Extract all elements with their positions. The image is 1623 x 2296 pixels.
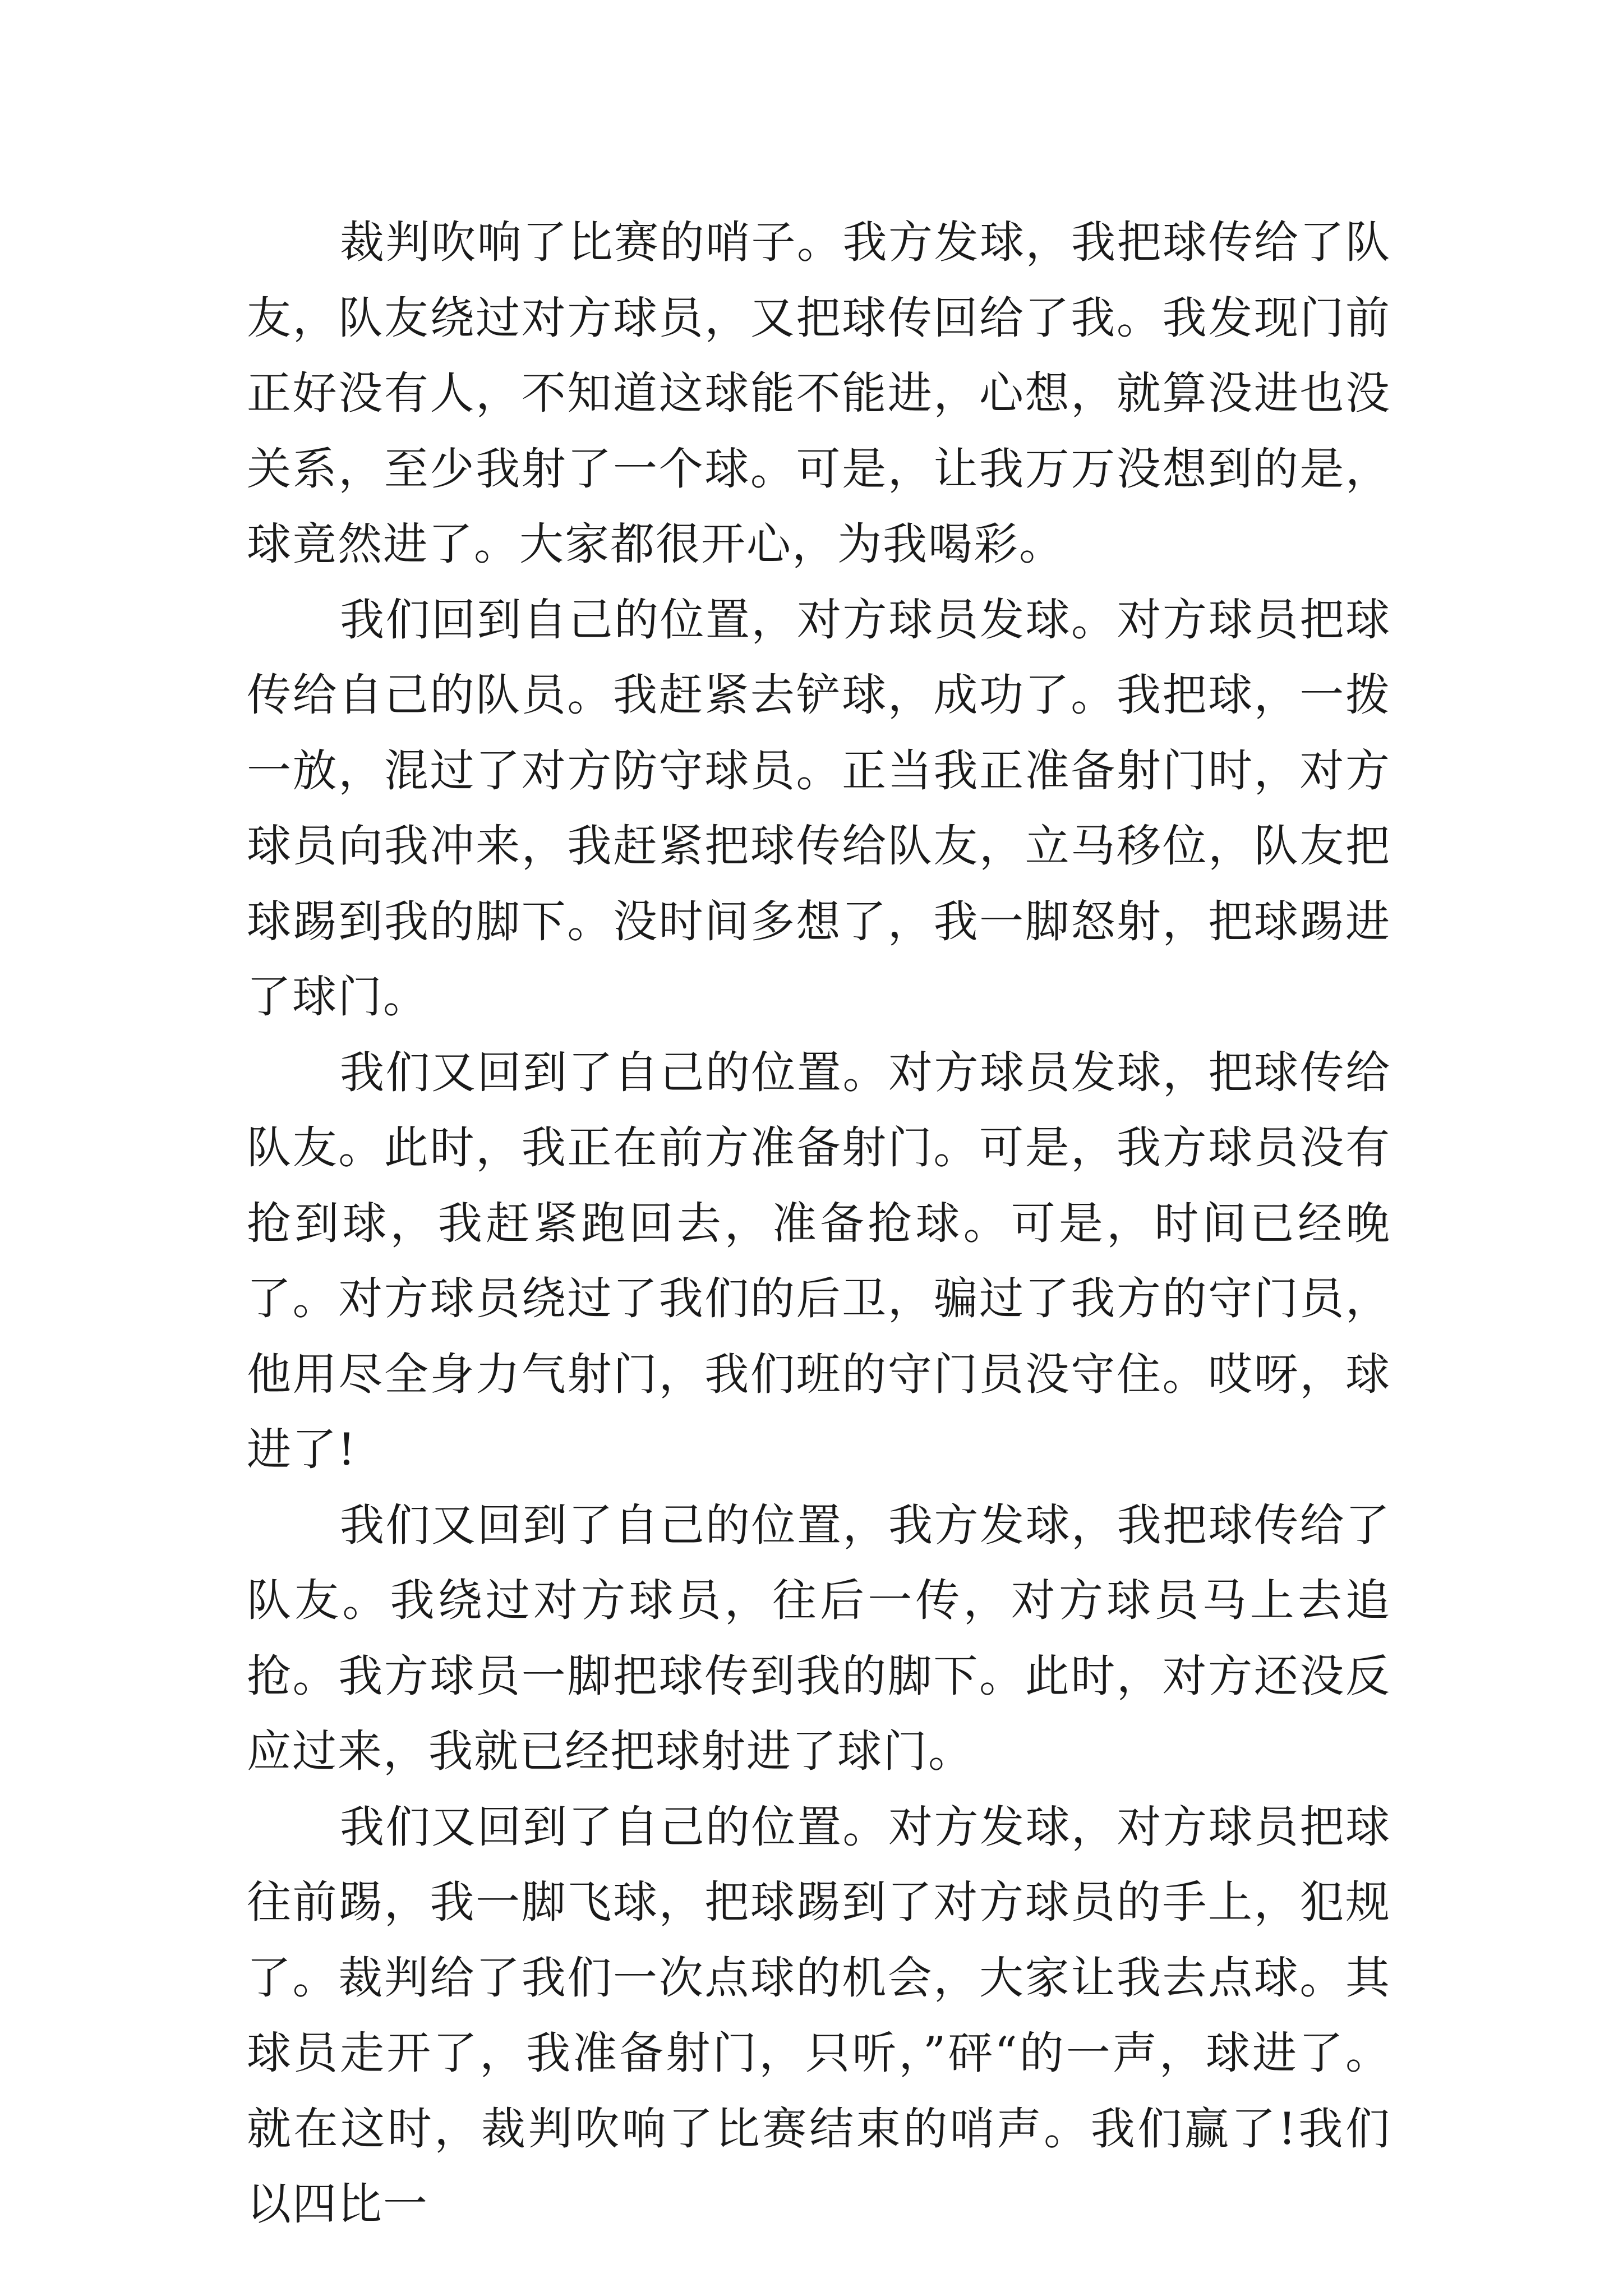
paragraph-5: 我们又回到了自己的位置。对方发球，对方球员把球往前踢，我一脚飞球，把球踢到了对方球员的手上，犯规了。裁判给了我们一次点球的机会，大家让我去点球。其球员走开了，我准备射门，只听，”砰“的一声，球进了。就在这时，裁判吹响了比赛结束的哨声。我们赢了!我们以四比一	[247, 1801, 1391, 2230]
paragraph-2: 我们回到自己的位置，对方球员发球。对方球员把球传给自己的队员。我赶紧去铲球，成功了。我把球，一拨一放，混过了对方防守球员。正当我正准备射门时，对方球员向我冲来，我赶紧把球传给队友，立马移位，队友把球踢到我的脚下。没时间多想了，我一脚怒射，把球踢进了球门。	[247, 593, 1391, 1023]
document-body	[247, 205, 1391, 2242]
paragraph-1: 裁判吹响了比赛的哨子。我方发球，我把球传给了队友，队友绕过对方球员，又把球传回给了我。我发现门前正好没有人，不知道这球能不能进，心想，就算没进也没关系，至少我射了一个球。可是，让我万万没想到的是，球竟然进了。大家都很开心，为我喝彩。	[247, 217, 1391, 570]
paragraph-3: 我们又回到了自己的位置。对方球员发球，把球传给队友。此时，我正在前方准备射门。可是，我方球员没有抢到球，我赶紧跑回去，准备抢球。可是，时间已经晚了。对方球员绕过了我们的后卫，骗过了我方的守门员，他用尽全身力气射门，我们班的守门员没守住。哎呀，球进了!	[247, 1046, 1391, 1475]
paragraph-4: 我们又回到了自己的位置，我方发球，我把球传给了队友。我绕过对方球员，往后一传，对方球员马上去追抢。我方球员一脚把球传到我的脚下。此时，对方还没反应过来，我就已经把球射进了球门。	[247, 1499, 1391, 1777]
